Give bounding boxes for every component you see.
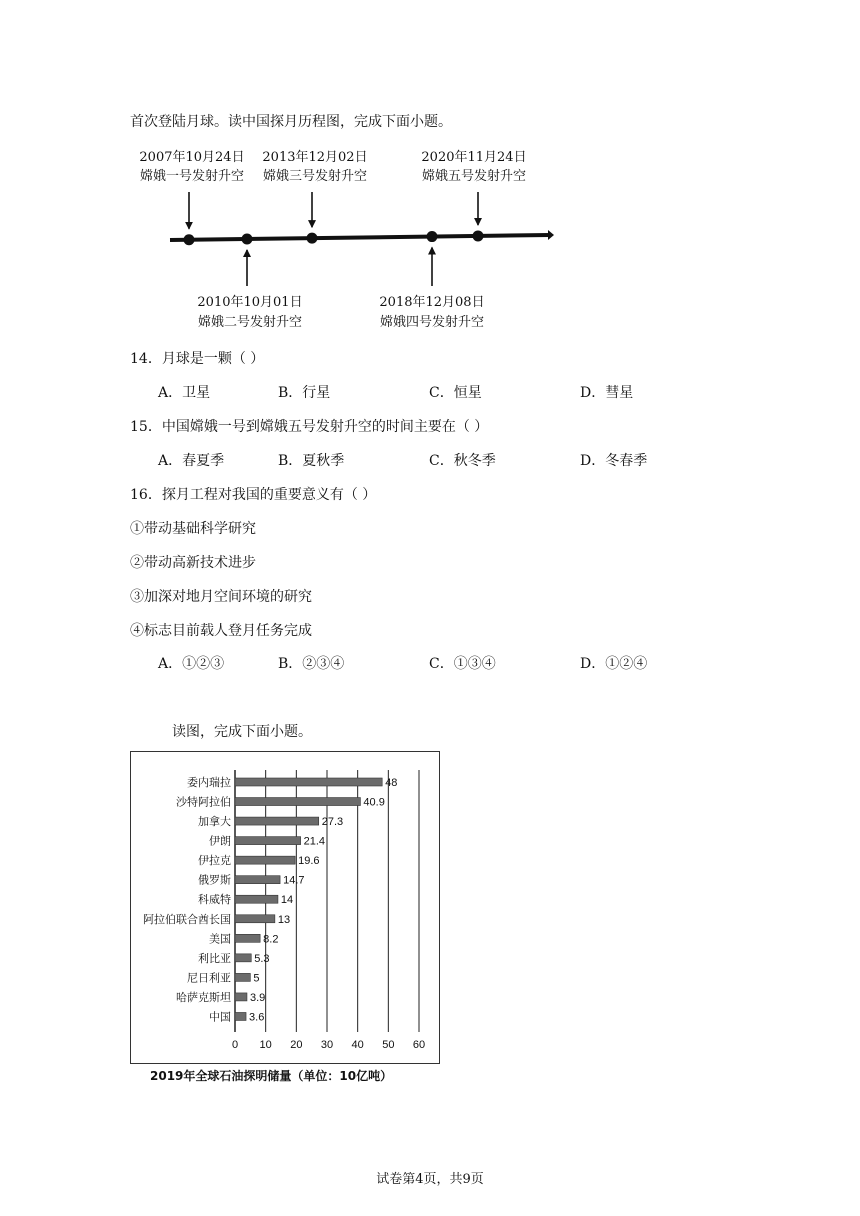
timeline-axis [170, 235, 550, 240]
value-label-6: 14.7 [283, 874, 305, 887]
bar-6 [235, 876, 280, 884]
bar-8 [235, 915, 275, 923]
bar-3 [235, 817, 319, 825]
bar-2 [235, 798, 360, 806]
q16-statement-2: ②带动高新技术进步 [130, 555, 256, 571]
question-16-stem: 16．探月工程对我国的重要意义有（ ） [130, 487, 377, 503]
q15-option-b: B．夏秋季 [278, 453, 345, 469]
q15-option-d: D．冬春季 [580, 453, 648, 469]
category-label-12: 哈萨克斯坦 [176, 990, 231, 1004]
page-footer: 试卷第4页，共9页 [376, 1172, 484, 1187]
x-tick-label-0: 0 [231, 1039, 239, 1051]
q16-statement-4: ④标志目前载人登月任务完成 [130, 623, 312, 639]
bar-10 [235, 954, 251, 962]
timeline-date-3: 2013年12月02日 [262, 150, 368, 165]
chart-title: 2019年全球石油探明储量（单位：10亿吨） [150, 1069, 393, 1083]
chang-e-timeline [0, 0, 860, 340]
value-label-12: 3.9 [249, 991, 266, 1004]
q15-option-c: C．秋冬季 [429, 453, 496, 469]
category-label-4: 伊朗 [209, 834, 231, 848]
q16-option-a: A．①②③ [158, 656, 225, 672]
category-label-6: 俄罗斯 [198, 873, 231, 887]
timeline-event-1: 嫦娥一号发射升空 [139, 169, 245, 184]
category-label-1: 委内瑞拉 [187, 776, 231, 789]
question-15-stem: 15．中国嫦娥一号到嫦娥五号发射升空的时间主要在（ ） [130, 419, 489, 435]
chart-intro-text: 读图，完成下面小题。 [172, 724, 312, 740]
q14-option-a: A．卫星 [158, 385, 211, 401]
category-label-7: 科威特 [198, 893, 231, 907]
q14-option-c: C．恒星 [429, 385, 482, 401]
category-label-11: 尼日利亚 [187, 971, 231, 985]
category-label-5: 伊拉克 [198, 854, 231, 868]
timeline-event-4: 嫦娥四号发射升空 [379, 315, 485, 330]
value-label-4: 21.4 [303, 835, 326, 848]
value-label-13: 3.6 [249, 1011, 265, 1024]
category-label-8: 阿拉伯联合酋长国 [143, 912, 231, 926]
intro-text: 首次登陆月球。读中国探月历程图，完成下面小题。 [130, 114, 452, 130]
oil-reserves-chart [130, 751, 440, 1064]
bar-1 [235, 778, 382, 786]
x-tick-label-30: 30 [320, 1039, 334, 1051]
x-tick-label-20: 20 [290, 1039, 303, 1051]
timeline-event-5: 嫦娥五号发射升空 [421, 169, 527, 184]
q14-option-b: B．行星 [278, 385, 331, 401]
timeline-date-4: 2018年12月08日 [379, 295, 485, 310]
bar-12 [235, 993, 247, 1001]
bar-5 [235, 856, 295, 864]
value-label-2: 40.9 [363, 796, 385, 809]
category-label-10: 利比亚 [198, 951, 231, 965]
value-label-5: 19.6 [298, 855, 320, 868]
bar-11 [235, 973, 250, 981]
timeline-date-2: 2010年10月01日 [197, 295, 303, 310]
bar-7 [235, 895, 278, 903]
value-label-3: 27.3 [321, 816, 344, 829]
bar-13 [235, 1012, 246, 1020]
value-label-11: 5 [253, 972, 260, 985]
bar-4 [235, 837, 301, 845]
bar-9 [235, 934, 260, 942]
x-tick-label-50: 50 [382, 1039, 395, 1051]
category-label-3: 加拿大 [198, 815, 231, 829]
timeline-event-3: 嫦娥三号发射升空 [262, 169, 368, 184]
value-label-10: 5.3 [254, 952, 270, 965]
x-tick-label-10: 10 [259, 1039, 272, 1051]
q16-option-b: B．②③④ [278, 656, 345, 672]
q16-statement-3: ③加深对地月空间环境的研究 [130, 589, 312, 605]
q16-option-c: C．①③④ [429, 656, 496, 672]
question-14-stem: 14．月球是一颗（ ） [130, 351, 265, 367]
q16-statement-1: ①带动基础科学研究 [130, 521, 256, 537]
q14-option-d: D．彗星 [580, 385, 634, 401]
category-label-9: 美国 [209, 932, 231, 946]
q15-option-a: A．春夏季 [158, 453, 225, 469]
timeline-date-5: 2020年11月24日 [421, 150, 527, 165]
value-label-7: 14 [280, 894, 294, 907]
timeline-dot-5 [473, 230, 484, 241]
x-tick-label-40: 40 [351, 1039, 364, 1051]
timeline-dot-3 [307, 233, 318, 244]
timeline-date-1: 2007年10月24日 [139, 150, 245, 165]
timeline-dot-2 [242, 233, 253, 244]
timeline-event-2: 嫦娥二号发射升空 [197, 315, 303, 330]
q16-option-d: D．①②④ [580, 656, 648, 672]
timeline-dot-1 [184, 234, 195, 245]
value-label-1: 48 [385, 777, 398, 789]
category-label-13: 中国 [209, 1010, 231, 1024]
oil-reserves-chart-svg [131, 752, 441, 1065]
category-label-2: 沙特阿拉伯 [176, 795, 231, 809]
value-label-8: 13 [277, 913, 291, 926]
x-tick-label-60: 60 [412, 1039, 426, 1051]
value-label-9: 8.2 [263, 933, 279, 946]
timeline-dot-4 [427, 231, 438, 242]
timeline-axis-arrowhead [548, 230, 554, 240]
